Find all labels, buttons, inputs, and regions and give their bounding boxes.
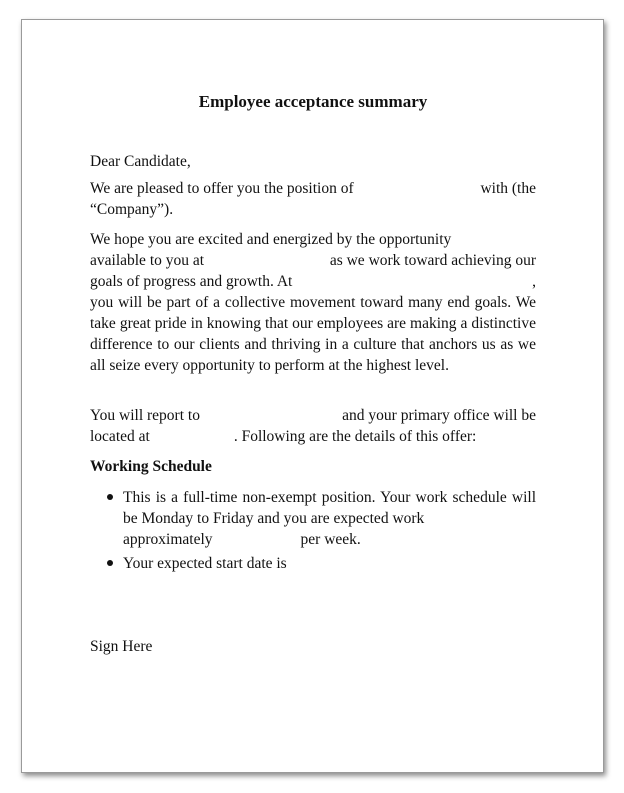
offer-paragraph [90,178,536,220]
hope-line-2a: available to you at [90,252,205,269]
bullet-1-b: per week. [300,531,361,548]
offer-text-3: “Company”). [90,201,174,218]
greeting: Dear Candidate, [90,153,191,170]
hope-line-2b: as we work toward achieving our [329,252,536,269]
hope-paragraph [90,229,536,376]
bullet-2-text: Your expected start date is [123,555,287,572]
report-line-2b: . Following are the details of this offer: [233,428,477,445]
report-line-1b: and your primary office will be [342,407,536,424]
bullet-icon [107,494,113,500]
list-item [90,487,536,550]
sign-here: Sign Here [90,638,153,655]
list-item [90,553,536,574]
bullet-icon [107,560,113,566]
hope-rest: you will be part of a collective movement toward many end goals. We take great pride in knowing that our employees are making a distinctive difference to our clients and thriving in a culture that anchors us as we all seize every opportunity to perform at the highest level. [90,294,536,374]
document-page [21,19,604,773]
hope-line-3a: goals of progress and growth. At [90,273,293,290]
bullet-1-text: This is a full-time non-exempt position. Your work schedule will be Monday to Friday and you are expected work [123,489,536,527]
schedule-heading: Working Schedule [90,458,212,475]
report-paragraph [90,405,536,447]
report-line-1a: You will report to [90,407,200,424]
offer-text-2: with (the [480,180,536,197]
hope-line-1: We hope you are excited and energized by the opportunity [90,231,452,248]
hope-line-3b: , [532,273,536,290]
report-line-2a: located at [90,428,150,445]
document-title: Employee acceptance summary [198,92,428,111]
schedule-list [90,487,536,577]
bullet-1-a: approximately [123,531,213,548]
offer-text-1: We are pleased to offer you the position of [90,180,354,197]
